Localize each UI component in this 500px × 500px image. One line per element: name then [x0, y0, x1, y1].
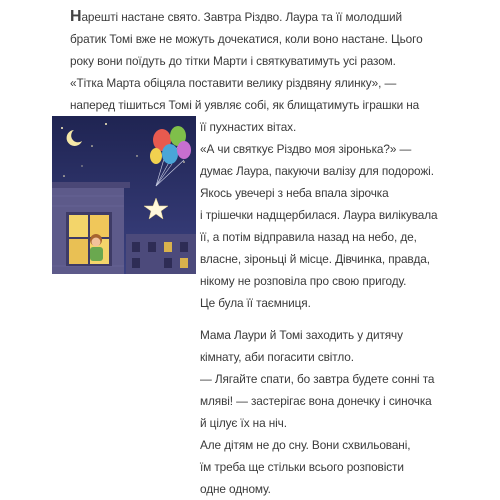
text-line: мляві! — застерігає вона донечку і синочка [200, 394, 432, 408]
text-line: її пухнастих вітах. [200, 120, 297, 134]
text-line: наперед тішиться Томі й уявляє собі, як блищатимуть іграшки на [70, 98, 420, 112]
text-line: одне одному. [200, 482, 271, 496]
text-line: Якось увечері з неба впала зірочка [200, 186, 389, 200]
text-line: братик Томі вже не можуть дочекатися, коли воно настане. Цього [70, 32, 423, 46]
text-line: — Лягайте спати, бо завтра будете сонні та [200, 372, 435, 386]
text-line: «А чи святкує Різдво моя зіронька?» — [200, 142, 412, 156]
text-line: і трішечки надщербилася. Лаура вилікувала [200, 208, 438, 222]
text-line: кімнату, аби погасити світло. [200, 350, 354, 364]
text-line: власне, зіроньці й місце. Дівчинка, правда, [200, 252, 430, 266]
text-line: Це була її таємниця. [200, 296, 311, 310]
text-line: думає Лаура, пакуючи валізу для подорожі. [200, 164, 434, 178]
text-line: її, а потім відправила назад на небо, де, [200, 230, 417, 244]
text-line: й цілує їх на ніч. [200, 416, 287, 430]
text-line: їм треба ще стільки всього розповісти [200, 460, 404, 474]
text-line [70, 6, 402, 28]
text-line: року вони поїдуть до тітки Марти і святкуватимуть усі разом. [70, 54, 396, 68]
child-figure [90, 234, 103, 261]
text-line: Мама Лаури й Томі заходить у дитячу [200, 328, 403, 342]
text-line: «Тітка Марта обіцяла поставити велику різдвяну ялинку», — [70, 76, 397, 90]
text-line-rest: арешті настане свято. Завтра Різдво. Лаура та її молодший [81, 10, 402, 24]
night-window-illustration [52, 116, 196, 274]
text-line: нікому не розповіла про свою пригоду. [200, 274, 407, 288]
text-line: Але дітям не до сну. Вони схвильовані, [200, 438, 411, 452]
story-illustration [52, 116, 196, 274]
drop-cap: Н [70, 8, 82, 25]
